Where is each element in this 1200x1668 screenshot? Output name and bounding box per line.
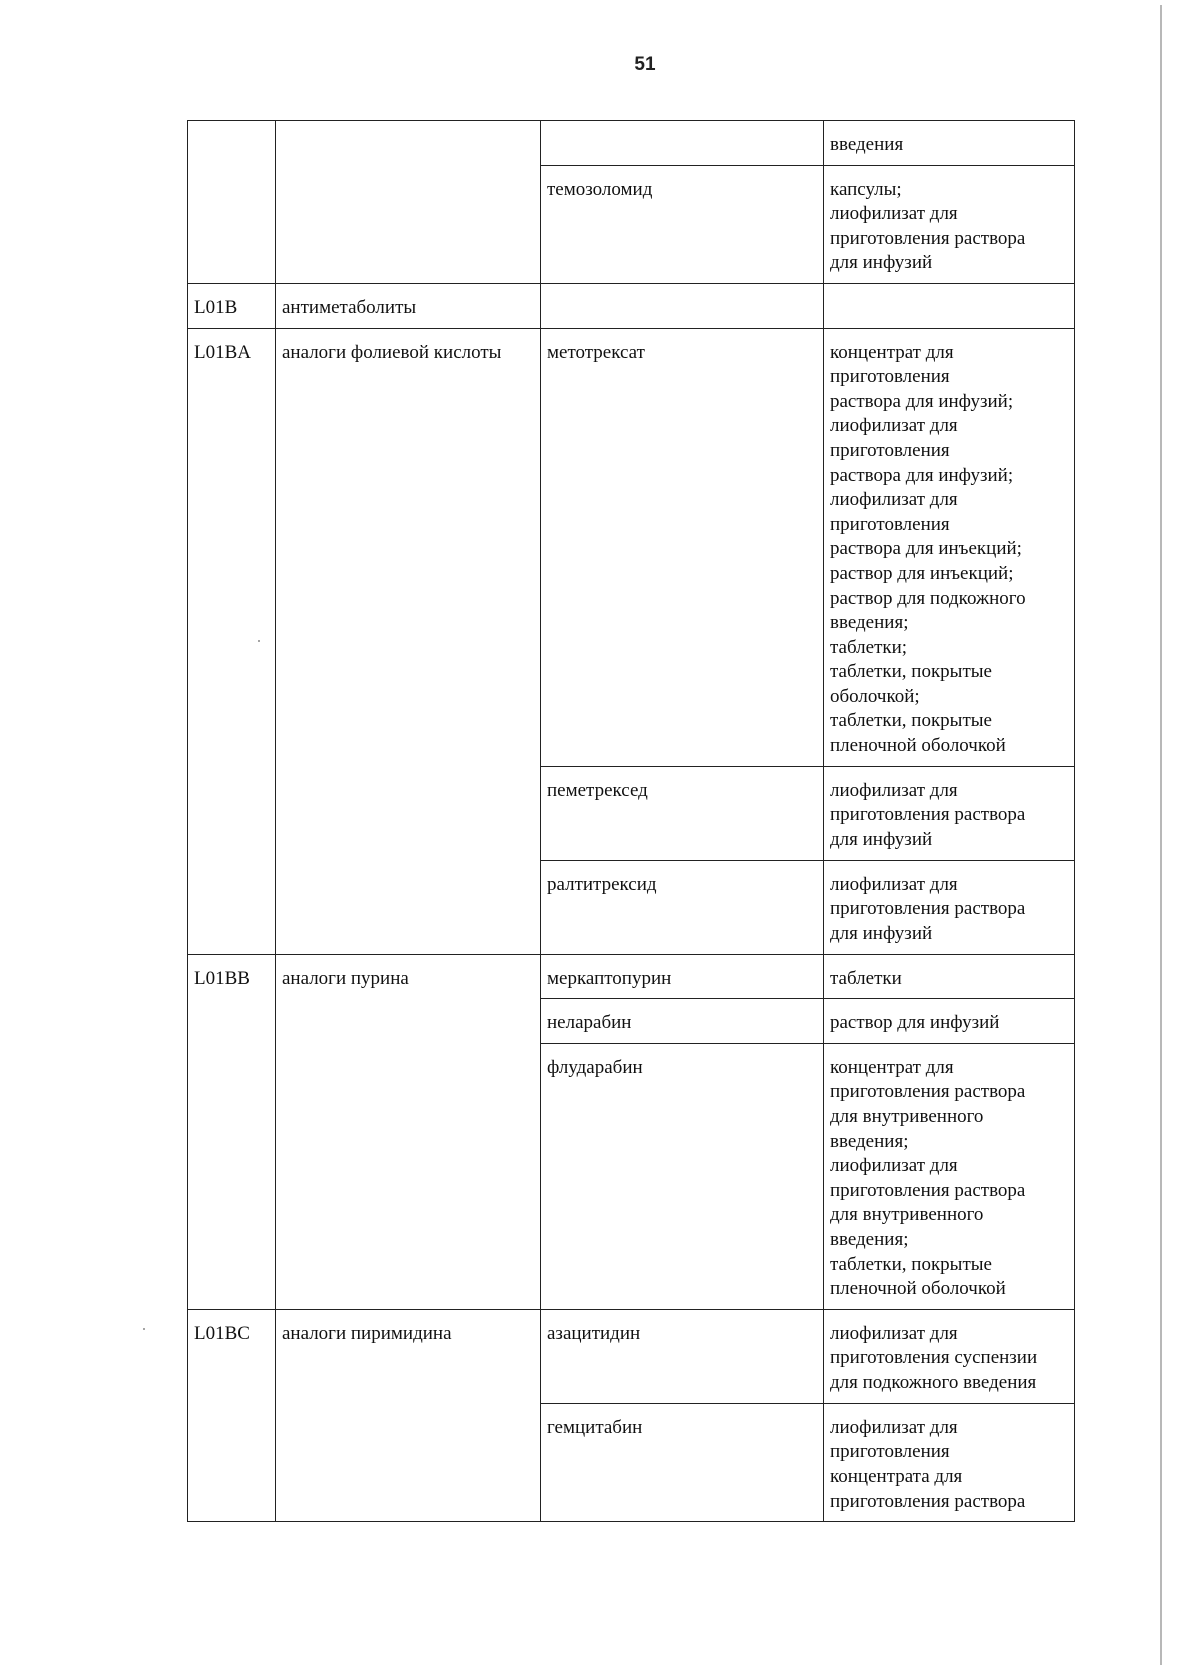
drug-name-cell: темозоломид: [541, 165, 824, 283]
drug-name-cell: неларабин: [541, 999, 824, 1044]
dosage-forms-cell: таблетки: [824, 954, 1075, 999]
group-name-cell: [276, 1403, 541, 1521]
group-name-cell: аналоги фолиевой кислоты: [276, 328, 541, 766]
table-row: [188, 165, 1075, 283]
group-name-cell: аналоги пиримидина: [276, 1309, 541, 1403]
dosage-forms-cell: концентрат для приготовления раствора для внутривенного введения; лиофилизат для приготовления раствора для внутривенного введения; таблетки, покрытые пленочной оболочкой: [824, 1043, 1075, 1309]
drug-name-cell: [541, 121, 824, 166]
dosage-forms-cell: раствор для инфузий: [824, 999, 1075, 1044]
drug-name-cell: [541, 283, 824, 328]
dosage-forms-cell: концентрат для приготовления раствора для инфузий; лиофилизат для приготовления раствора для инфузий; лиофилизат для приготовления раствора для инъекций; раствор для инъекций; раствор для подкожного введения; таблетки; таблетки, покрытые оболочкой; таблетки, покрытые пленочной оболочкой: [824, 328, 1075, 766]
group-name-cell: антиметаболиты: [276, 283, 541, 328]
atc-code-cell: [188, 766, 276, 860]
table-row: [188, 1043, 1075, 1309]
atc-code-cell: [188, 860, 276, 954]
dosage-forms-cell: лиофилизат для приготовления раствора для инфузий: [824, 860, 1075, 954]
dosage-forms-cell: лиофилизат для приготовления концентрата для приготовления раствора: [824, 1403, 1075, 1521]
dosage-forms-cell: лиофилизат для приготовления суспензии для подкожного введения: [824, 1309, 1075, 1403]
atc-code-cell: L01B: [188, 283, 276, 328]
atc-code-cell: [188, 1043, 276, 1309]
dosage-forms-cell: [824, 283, 1075, 328]
group-name-cell: [276, 766, 541, 860]
drug-table: [187, 120, 1075, 1522]
atc-code-cell: L01BC: [188, 1309, 276, 1403]
atc-code-cell: L01BB: [188, 954, 276, 999]
table-row: [188, 1309, 1075, 1403]
group-name-cell: [276, 860, 541, 954]
group-name-cell: [276, 165, 541, 283]
drug-name-cell: гемцитабин: [541, 1403, 824, 1521]
table-row: [188, 766, 1075, 860]
scan-speck: [143, 1328, 145, 1330]
drug-name-cell: ралтитрексид: [541, 860, 824, 954]
drug-name-cell: азацитидин: [541, 1309, 824, 1403]
atc-code-cell: [188, 165, 276, 283]
group-name-cell: аналоги пурина: [276, 954, 541, 999]
group-name-cell: [276, 999, 541, 1044]
dosage-forms-cell: капсулы; лиофилизат для приготовления раствора для инфузий: [824, 165, 1075, 283]
table-row: [188, 999, 1075, 1044]
drug-name-cell: меркаптопурин: [541, 954, 824, 999]
table-row: [188, 1403, 1075, 1521]
table-row: [188, 954, 1075, 999]
atc-code-cell: [188, 121, 276, 166]
group-name-cell: [276, 121, 541, 166]
page-number: 51: [634, 54, 656, 75]
drug-name-cell: метотрексат: [541, 328, 824, 766]
dosage-forms-cell: лиофилизат для приготовления раствора для инфузий: [824, 766, 1075, 860]
group-name-cell: [276, 1043, 541, 1309]
table-row: [188, 328, 1075, 766]
atc-code-cell: [188, 999, 276, 1044]
drug-name-cell: флударабин: [541, 1043, 824, 1309]
scan-edge-line: [1160, 5, 1162, 1665]
drug-name-cell: пеметрексед: [541, 766, 824, 860]
dosage-forms-cell: введения: [824, 121, 1075, 166]
atc-code-cell: L01BA: [188, 328, 276, 766]
atc-code-cell: [188, 1403, 276, 1521]
table-row: [188, 283, 1075, 328]
table-row: [188, 860, 1075, 954]
table-row: [188, 121, 1075, 166]
